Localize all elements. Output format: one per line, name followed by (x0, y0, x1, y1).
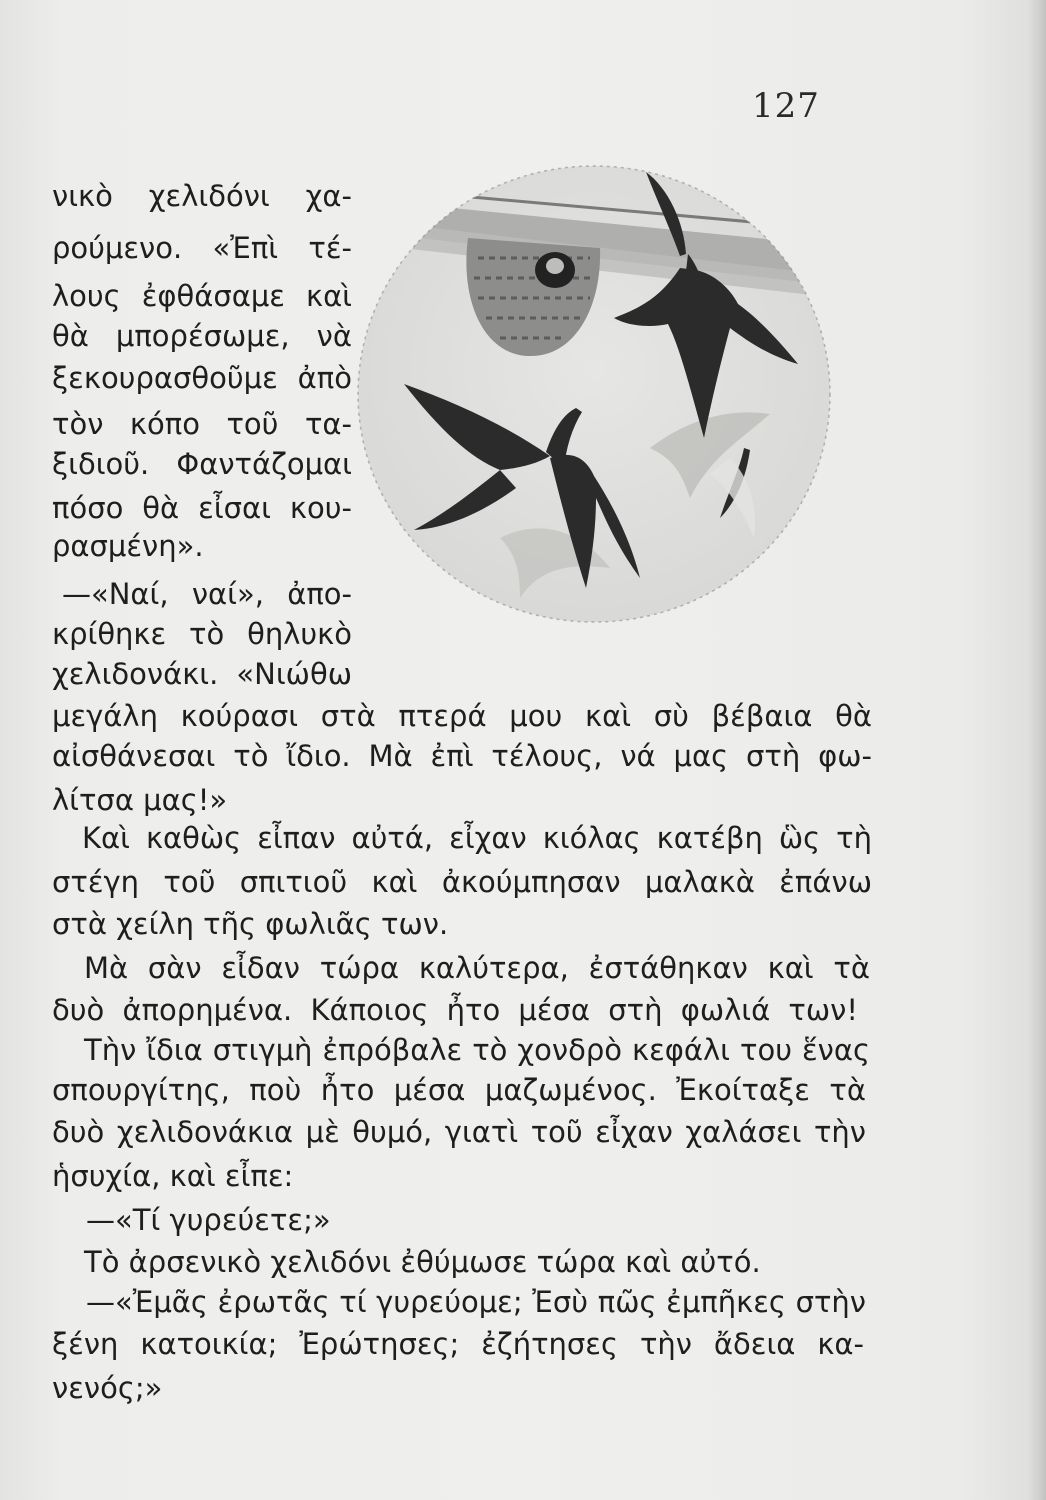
text-line-22: σπουργίτης, ποὺ ἦτο μέσα μαζωμένος. Ἐκοίταξε τὰ (52, 1073, 866, 1107)
text-line-14: αἰσθάνεσαι τὸ ἴδιο. Μὰ ἐπὶ τέλους, νά μας στὴ φω- (52, 739, 872, 773)
text-line-16: Καὶ καθὼς εἶπαν αὐτά, εἶχαν κιόλας κατέβη ὣς τὴ (82, 821, 872, 855)
text-line-28: ξένη κατοικία; Ἐρώτησες; ἐζήτησες τὴν ἄδεια κα- (52, 1327, 864, 1361)
text-line-25: —«Τί γυρεύετε;» (86, 1203, 331, 1237)
swallows-illustration (350, 158, 838, 628)
text-line-6: τὸν κόπο τοῦ τα- (52, 407, 352, 441)
text-line-4: θὰ μπορέσωμε, νὰ (52, 319, 352, 353)
text-line-11: κρίθηκε τὸ θηλυκὸ (52, 617, 352, 651)
text-line-1: νικὸ χελιδόνι χα- (52, 179, 352, 213)
text-line-27: —«Ἐμᾶς ἐρωτᾶς τί γυρεύομε; Ἐσὺ πῶς ἐμπῆκες στὴν (86, 1285, 866, 1319)
text-line-15: λίτσα μας!» (52, 783, 228, 817)
page-gutter-shadow (1028, 0, 1046, 1500)
text-line-17: στέγη τοῦ σπιτιοῦ καὶ ἀκούμπησαν μαλακὰ ἐπάνω (52, 865, 872, 899)
text-line-3: λους ἐφθάσαμε καὶ (52, 279, 352, 313)
page-number: 127 (752, 86, 820, 126)
text-line-8: πόσο θὰ εἶσαι κου- (52, 491, 352, 525)
text-line-21: Τὴν ἴδια στιγμὴ ἐπρόβαλε τὸ χονδρὸ κεφάλι του ἕνας (84, 1033, 870, 1067)
text-line-19: Μὰ σὰν εἶδαν τώρα καλύτερα, ἐστάθηκαν καὶ τὰ (84, 951, 870, 985)
text-line-24: ἡσυχία, καὶ εἶπε: (52, 1159, 294, 1193)
text-line-9: ρασμένη». (52, 529, 204, 563)
text-line-12: χελιδονάκι. «Νιώθω (52, 657, 352, 691)
text-line-13: μεγάλη κούρασι στὰ πτερά μου καὶ σὺ βέβαια θὰ (52, 699, 872, 733)
text-line-10: —«Ναί, ναί», ἀπο- (62, 577, 352, 611)
text-line-26: Τὸ ἀρσενικὸ χελιδόνι ἐθύμωσε τώρα καὶ αὐτό. (84, 1245, 761, 1279)
text-line-7: ξιδιοῦ. Φαντάζομαι (52, 447, 352, 481)
text-line-18: στὰ χείλη τῆς φωλιᾶς των. (52, 907, 449, 941)
text-line-20: δυὸ ἀπορημένα. Κάποιος ἦτο μέσα στὴ φωλιά των! (52, 993, 858, 1027)
text-line-23: δυὸ χελιδονάκια μὲ θυμό, γιατὶ τοῦ εἶχαν χαλάσει τὴν (52, 1115, 866, 1149)
text-line-2: ρούμενο. «Ἐπὶ τέ- (52, 231, 352, 265)
text-line-5: ξεκουρασθοῦμε ἀπὸ (52, 361, 352, 395)
text-line-29: νενός;» (52, 1371, 163, 1405)
